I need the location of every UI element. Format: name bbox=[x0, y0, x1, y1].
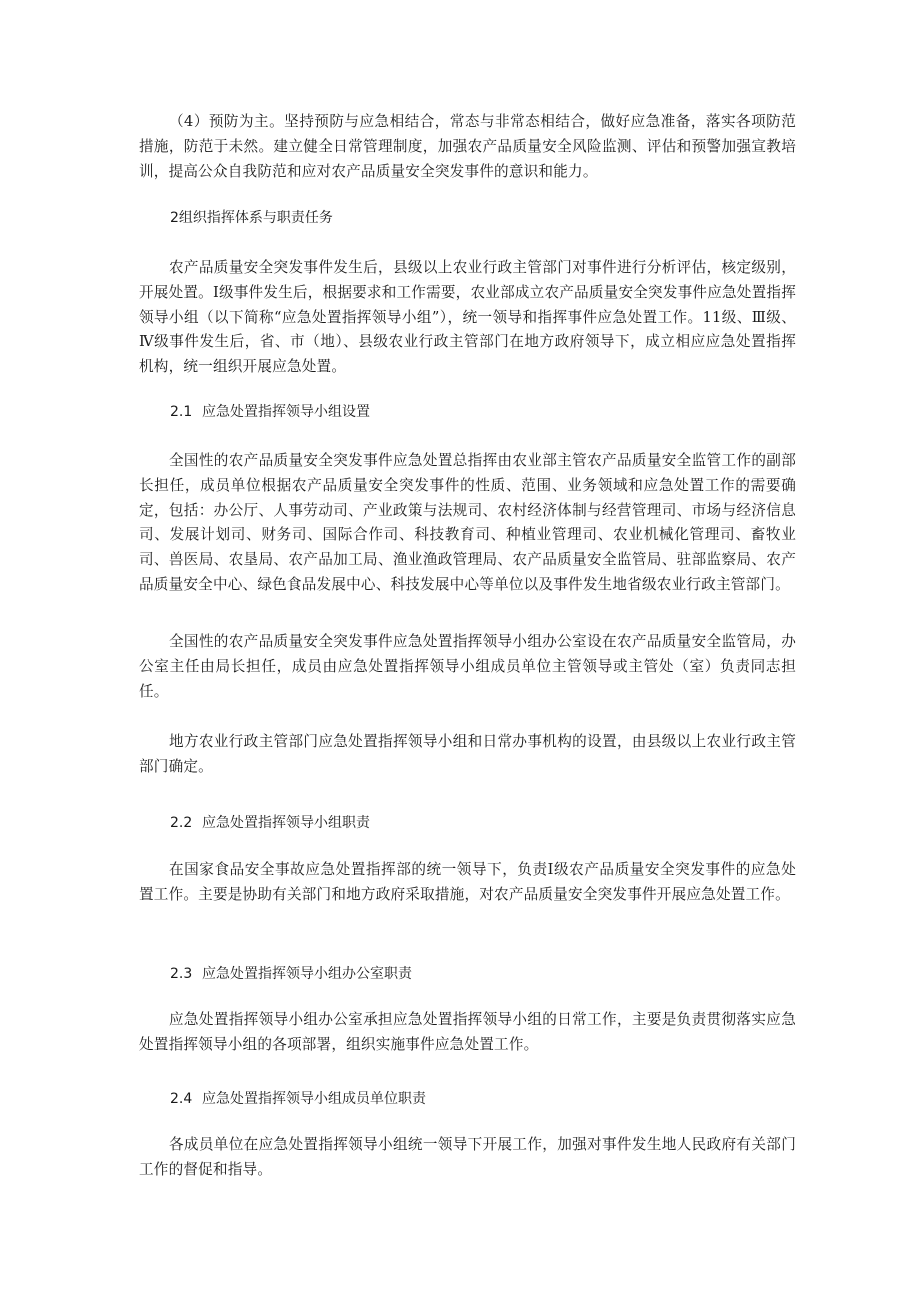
section-number: 2 bbox=[170, 210, 179, 226]
paragraph-2-4 bbox=[139, 1133, 796, 1183]
section-number: 2.2 bbox=[170, 815, 193, 831]
paragraph-system bbox=[139, 256, 796, 380]
section-title: 应急处置指挥领导小组成员单位职责 bbox=[202, 1091, 426, 1107]
section-title: 应急处置指挥领导小组设置 bbox=[202, 404, 370, 420]
paragraph-text: 各成员单位在应急处置指挥领导小组统一领导下开展工作，加强对事件发生地人民政府有关部门工作的督促和指导。 bbox=[139, 1136, 796, 1178]
section-heading-2-3 bbox=[139, 962, 796, 986]
section-heading-2-1 bbox=[139, 400, 796, 424]
paragraph-2-3 bbox=[139, 1008, 796, 1058]
section-number: 2.1 bbox=[170, 404, 193, 420]
paragraph-text: 地方农业行政主管部门应急处置指挥领导小组和日常办事机构的设置，由县级以上农业行政主管部门确定。 bbox=[139, 733, 796, 775]
paragraph-prevention bbox=[139, 110, 796, 184]
paragraph-text: 农产品质量安全突发事件发生后，县级以上农业行政主管部门对事件进行分析评估，核定级别，开展处置。I级事件发生后，根据要求和工作需要，农业部成立农产品质量安全突发事件应急处置指挥领导小组（以下简称“应急处置指挥领导小组”），统一领导和指挥事件应急处置工作。11级、Ⅲ级、Ⅳ级事件发生后，省、市（地）、县级农业行政主管部门在地方政府领导下，成立相应应急处置指挥机构，统一组织开展应急处置。 bbox=[139, 259, 796, 376]
paragraph-text: 应急处置指挥领导小组办公室承担应急处置指挥领导小组的日常工作，主要是负责贯彻落实应急处置指挥领导小组的各项部署，组织实施事件应急处置工作。 bbox=[139, 1011, 796, 1053]
paragraph-text: 在国家食品安全事故应急处置指挥部的统一领导下，负责I级农产品质量安全突发事件的应急处置工作。主要是协助有关部门和地方政府采取措施，对农产品质量安全突发事件开展应急处置工作。 bbox=[139, 861, 796, 903]
section-title: 应急处置指挥领导小组办公室职责 bbox=[202, 966, 412, 982]
section-heading-2-2 bbox=[139, 811, 796, 835]
paragraph-2-1-local bbox=[139, 730, 796, 780]
section-number: 2.3 bbox=[170, 966, 193, 982]
paragraph-2-1-members bbox=[139, 449, 796, 598]
paragraph-2-1-office bbox=[139, 630, 796, 704]
section-title: 应急处置指挥领导小组职责 bbox=[202, 815, 370, 831]
section-heading-2-4 bbox=[139, 1087, 796, 1111]
paragraph-text: 全国性的农产品质量安全突发事件应急处置总指挥由农业部主管农产品质量安全监管工作的副部长担任，成员单位根据农产品质量安全突发事件的性质、范围、业务领域和应急处置工作的需要确定，包括：办公厅、人事劳动司、产业政策与法规司、农村经济体制与经营管理司、市场与经济信息司、发展计划司、财务司、国际合作司、科技教育司、种植业管理司、农业机械化管理司、畜牧业司、兽医局、农垦局、农产品加工局、渔业渔政管理局、农产品质量安全监管局、驻部监察局、农产品质量安全中心、绿色食品发展中心、科技发展中心等单位以及事件发生地省级农业行政主管部门。 bbox=[139, 452, 796, 593]
paragraph-text: （4）预防为主。坚持预防与应急相结合，常态与非常态相结合，做好应急准备，落实各项防范措施，防范于未然。建立健全日常管理制度，加强农产品质量安全风险监测、评估和预警加强宣教培训，提高公众自我防范和应对农产品质量安全突发事件的意识和能力。 bbox=[139, 113, 796, 180]
section-heading-2 bbox=[139, 206, 796, 230]
paragraph-2-2 bbox=[139, 858, 796, 908]
section-title: 组织指挥体系与职责任务 bbox=[178, 210, 333, 226]
section-number: 2.4 bbox=[170, 1091, 193, 1107]
paragraph-text: 全国性的农产品质量安全突发事件应急处置指挥领导小组办公室设在农产品质量安全监管局，办公室主任由局长担任，成员由应急处置指挥领导小组成员单位主管领导或主管处（室）负责同志担任。 bbox=[139, 633, 796, 700]
